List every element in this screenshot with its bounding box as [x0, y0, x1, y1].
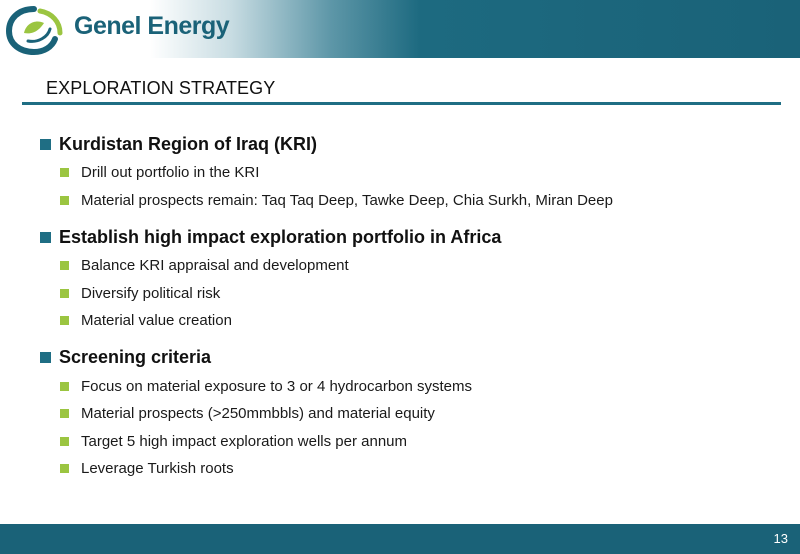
section-heading-text: Screening criteria	[59, 347, 212, 367]
slide-title: EXPLORATION STRATEGY	[46, 78, 276, 98]
genel-logo-icon	[4, 3, 70, 55]
section-heading	[40, 226, 780, 248]
list-item	[60, 280, 780, 308]
square-bullet-icon	[40, 352, 51, 363]
list-item	[60, 428, 780, 456]
section-africa	[40, 226, 780, 335]
title-divider	[22, 102, 781, 105]
square-bullet-icon	[60, 289, 69, 298]
square-bullet-icon	[60, 437, 69, 446]
square-bullet-icon	[60, 196, 69, 205]
list-item	[60, 373, 780, 401]
list-item-text: Material prospects (>250mmbbls) and material equity	[81, 405, 435, 423]
section-heading-text: Establish high impact exploration portfolio in Africa	[59, 226, 502, 247]
section-screening	[40, 347, 780, 483]
page-number: 13	[773, 531, 788, 546]
section-kri	[40, 133, 780, 214]
slide-content	[40, 133, 780, 495]
bullet-list	[60, 159, 780, 214]
square-bullet-icon	[60, 409, 69, 418]
square-bullet-icon	[40, 232, 51, 243]
bullet-list	[60, 252, 780, 335]
square-bullet-icon	[60, 464, 69, 473]
list-item-text: Diversify political risk	[81, 284, 221, 302]
list-item	[60, 455, 780, 483]
list-item-text: Balance KRI appraisal and development	[81, 257, 349, 275]
logo-text: Genel Energy	[74, 12, 230, 40]
list-item	[60, 400, 780, 428]
list-item-text: Target 5 high impact exploration wells per annum	[81, 432, 408, 450]
list-item-text: Drill out portfolio in the KRI	[81, 164, 260, 182]
square-bullet-icon	[60, 382, 69, 391]
section-heading	[40, 347, 780, 369]
footer-bar	[0, 524, 800, 554]
list-item	[60, 307, 780, 335]
list-item-text: Material prospects remain: Taq Taq Deep, Tawke Deep, Chia Surkh, Miran Deep	[81, 191, 613, 209]
square-bullet-icon	[60, 261, 69, 270]
list-item	[60, 159, 780, 187]
section-heading	[40, 133, 780, 155]
square-bullet-icon	[40, 139, 51, 150]
bullet-list	[60, 373, 780, 483]
header-banner	[0, 0, 800, 58]
list-item-text: Leverage Turkish roots	[81, 460, 234, 478]
list-item-text: Material value creation	[81, 312, 232, 330]
square-bullet-icon	[60, 168, 69, 177]
list-item	[60, 187, 780, 215]
list-item-text: Focus on material exposure to 3 or 4 hydrocarbon systems	[81, 377, 473, 395]
list-item	[60, 252, 780, 280]
square-bullet-icon	[60, 316, 69, 325]
section-heading-text: Kurdistan Region of Iraq (KRI)	[59, 133, 317, 154]
